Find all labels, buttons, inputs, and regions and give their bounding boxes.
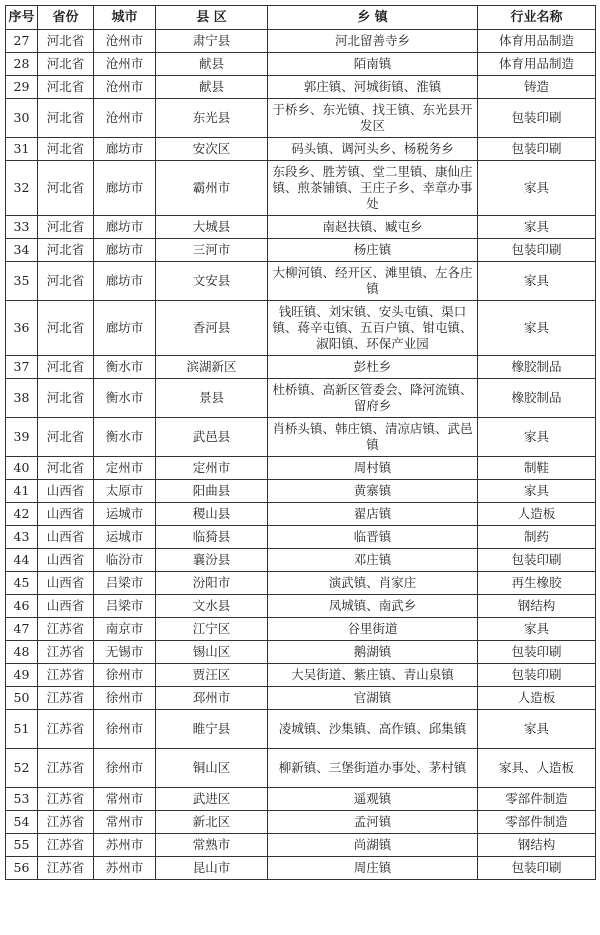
cell-city: 徐州市	[94, 664, 156, 687]
table-row	[6, 664, 596, 687]
cell-no: 38	[6, 379, 38, 418]
cell-town: 谷里街道	[268, 618, 478, 641]
cell-city: 衡水市	[94, 379, 156, 418]
cell-city: 南京市	[94, 618, 156, 641]
header-province: 省份	[38, 6, 94, 30]
cell-no: 34	[6, 239, 38, 262]
cell-town: 柳新镇、三堡街道办事处、茅村镇	[268, 749, 478, 788]
table-row	[6, 687, 596, 710]
cell-province: 山西省	[38, 503, 94, 526]
cell-city: 运城市	[94, 503, 156, 526]
cell-industry: 零部件制造	[478, 788, 596, 811]
cell-industry: 零部件制造	[478, 811, 596, 834]
cell-province: 河北省	[38, 239, 94, 262]
cell-town: 大吴街道、紫庄镇、青山泉镇	[268, 664, 478, 687]
cell-county: 献县	[156, 76, 268, 99]
cell-county: 景县	[156, 379, 268, 418]
header-county: 县 区	[156, 6, 268, 30]
cell-province: 江苏省	[38, 664, 94, 687]
table-row	[6, 480, 596, 503]
header-no: 序号	[6, 6, 38, 30]
cell-county: 香河县	[156, 301, 268, 356]
cell-industry: 包装印刷	[478, 239, 596, 262]
table-row	[6, 99, 596, 138]
cell-county: 睢宁县	[156, 710, 268, 749]
cell-city: 运城市	[94, 526, 156, 549]
table-row	[6, 216, 596, 239]
cell-city: 定州市	[94, 457, 156, 480]
cell-town: 于桥乡、东光镇、找王镇、东光县开发区	[268, 99, 478, 138]
table-row	[6, 710, 596, 749]
cell-city: 吕梁市	[94, 572, 156, 595]
cell-town: 凤城镇、南武乡	[268, 595, 478, 618]
cell-no: 54	[6, 811, 38, 834]
cell-county: 武邑县	[156, 418, 268, 457]
cell-county: 滨湖新区	[156, 356, 268, 379]
cell-industry: 家具	[478, 262, 596, 301]
table-row	[6, 811, 596, 834]
cell-province: 江苏省	[38, 834, 94, 857]
cell-town: 南赵扶镇、臧屯乡	[268, 216, 478, 239]
cell-town: 大柳河镇、经开区、滩里镇、左各庄镇	[268, 262, 478, 301]
cell-province: 河北省	[38, 53, 94, 76]
cell-province: 江苏省	[38, 749, 94, 788]
cell-town: 彭杜乡	[268, 356, 478, 379]
cell-town: 肖桥头镇、韩庄镇、清凉店镇、武邑镇	[268, 418, 478, 457]
cell-no: 50	[6, 687, 38, 710]
table-row	[6, 834, 596, 857]
cell-no: 52	[6, 749, 38, 788]
table-row	[6, 418, 596, 457]
cell-city: 廊坊市	[94, 138, 156, 161]
cell-industry: 人造板	[478, 503, 596, 526]
cell-town: 尚湖镇	[268, 834, 478, 857]
cell-no: 36	[6, 301, 38, 356]
cell-province: 河北省	[38, 356, 94, 379]
table-row	[6, 857, 596, 880]
cell-county: 肃宁县	[156, 30, 268, 53]
cell-town: 孟河镇	[268, 811, 478, 834]
cell-county: 贾汪区	[156, 664, 268, 687]
cell-city: 常州市	[94, 788, 156, 811]
table-row	[6, 503, 596, 526]
cell-county: 新北区	[156, 811, 268, 834]
cell-county: 霸州市	[156, 161, 268, 216]
cell-no: 56	[6, 857, 38, 880]
table-row	[6, 595, 596, 618]
cell-industry: 家具	[478, 480, 596, 503]
cell-no: 49	[6, 664, 38, 687]
cell-province: 河北省	[38, 418, 94, 457]
cell-city: 苏州市	[94, 857, 156, 880]
cell-city: 廊坊市	[94, 301, 156, 356]
table-row	[6, 239, 596, 262]
table-row	[6, 457, 596, 480]
cell-industry: 人造板	[478, 687, 596, 710]
cell-county: 武进区	[156, 788, 268, 811]
cell-no: 27	[6, 30, 38, 53]
cell-industry: 家具	[478, 418, 596, 457]
cell-province: 江苏省	[38, 687, 94, 710]
header-industry: 行业名称	[478, 6, 596, 30]
cell-town: 钱旺镇、刘宋镇、安头屯镇、渠口镇、蒋辛屯镇、五百户镇、钳屯镇、淑阳镇、环保产业园	[268, 301, 478, 356]
cell-county: 定州市	[156, 457, 268, 480]
cell-town: 凌城镇、沙集镇、高作镇、邱集镇	[268, 710, 478, 749]
table-header-row	[6, 6, 596, 30]
cell-city: 徐州市	[94, 749, 156, 788]
cell-industry: 家具	[478, 161, 596, 216]
cell-city: 沧州市	[94, 53, 156, 76]
cell-city: 徐州市	[94, 710, 156, 749]
cell-no: 46	[6, 595, 38, 618]
cell-province: 江苏省	[38, 710, 94, 749]
cell-county: 锡山区	[156, 641, 268, 664]
cell-no: 32	[6, 161, 38, 216]
cell-province: 江苏省	[38, 857, 94, 880]
cell-county: 稷山县	[156, 503, 268, 526]
cell-city: 沧州市	[94, 99, 156, 138]
table-row	[6, 356, 596, 379]
cell-no: 47	[6, 618, 38, 641]
table-row	[6, 161, 596, 216]
cell-town: 杨庄镇	[268, 239, 478, 262]
cell-province: 江苏省	[38, 788, 94, 811]
cell-industry: 钢结构	[478, 834, 596, 857]
cell-province: 河北省	[38, 138, 94, 161]
cell-city: 临汾市	[94, 549, 156, 572]
cell-province: 河北省	[38, 76, 94, 99]
table-row	[6, 526, 596, 549]
cell-industry: 家具	[478, 301, 596, 356]
cell-province: 山西省	[38, 549, 94, 572]
cell-city: 廊坊市	[94, 239, 156, 262]
table-row	[6, 76, 596, 99]
cell-province: 河北省	[38, 262, 94, 301]
cell-county: 常熟市	[156, 834, 268, 857]
cell-town: 翟店镇	[268, 503, 478, 526]
cell-province: 河北省	[38, 216, 94, 239]
cell-county: 安次区	[156, 138, 268, 161]
table-row	[6, 301, 596, 356]
cell-industry: 包装印刷	[478, 641, 596, 664]
cell-province: 山西省	[38, 526, 94, 549]
cell-county: 三河市	[156, 239, 268, 262]
table-row	[6, 549, 596, 572]
cell-city: 衡水市	[94, 356, 156, 379]
cell-no: 44	[6, 549, 38, 572]
cell-no: 40	[6, 457, 38, 480]
table-row	[6, 379, 596, 418]
cell-town: 周庄镇	[268, 857, 478, 880]
cell-city: 沧州市	[94, 76, 156, 99]
cell-no: 48	[6, 641, 38, 664]
cell-no: 41	[6, 480, 38, 503]
cell-city: 沧州市	[94, 30, 156, 53]
cell-industry: 橡胶制品	[478, 356, 596, 379]
cell-industry: 包装印刷	[478, 99, 596, 138]
cell-no: 45	[6, 572, 38, 595]
cell-city: 无锡市	[94, 641, 156, 664]
cell-town: 码头镇、调河头乡、杨税务乡	[268, 138, 478, 161]
cell-industry: 家具	[478, 618, 596, 641]
cell-province: 江苏省	[38, 811, 94, 834]
cell-no: 37	[6, 356, 38, 379]
cell-town: 演武镇、肖家庄	[268, 572, 478, 595]
header-town: 乡 镇	[268, 6, 478, 30]
cell-industry: 再生橡胶	[478, 572, 596, 595]
cell-province: 江苏省	[38, 641, 94, 664]
table-row	[6, 30, 596, 53]
cell-county: 江宁区	[156, 618, 268, 641]
cell-province: 河北省	[38, 161, 94, 216]
cell-county: 汾阳市	[156, 572, 268, 595]
industry-town-table	[5, 5, 596, 880]
cell-county: 大城县	[156, 216, 268, 239]
cell-industry: 家具、人造板	[478, 749, 596, 788]
cell-city: 廊坊市	[94, 262, 156, 301]
table-row	[6, 53, 596, 76]
cell-industry: 制药	[478, 526, 596, 549]
table-row	[6, 788, 596, 811]
cell-industry: 制鞋	[478, 457, 596, 480]
cell-county: 东光县	[156, 99, 268, 138]
cell-province: 河北省	[38, 301, 94, 356]
cell-town: 周村镇	[268, 457, 478, 480]
cell-county: 阳曲县	[156, 480, 268, 503]
table-row	[6, 262, 596, 301]
cell-county: 文安县	[156, 262, 268, 301]
cell-industry: 体育用品制造	[478, 30, 596, 53]
cell-town: 鹅湖镇	[268, 641, 478, 664]
table-row	[6, 749, 596, 788]
cell-province: 山西省	[38, 480, 94, 503]
cell-no: 31	[6, 138, 38, 161]
cell-county: 铜山区	[156, 749, 268, 788]
cell-no: 42	[6, 503, 38, 526]
cell-industry: 家具	[478, 216, 596, 239]
cell-town: 官湖镇	[268, 687, 478, 710]
cell-town: 邓庄镇	[268, 549, 478, 572]
cell-industry: 钢结构	[478, 595, 596, 618]
cell-no: 30	[6, 99, 38, 138]
cell-county: 临猗县	[156, 526, 268, 549]
table-row	[6, 618, 596, 641]
cell-county: 献县	[156, 53, 268, 76]
cell-city: 常州市	[94, 811, 156, 834]
cell-province: 河北省	[38, 30, 94, 53]
cell-town: 东段乡、胜芳镇、堂二里镇、康仙庄镇、煎茶铺镇、王庄子乡、幸章办事处	[268, 161, 478, 216]
cell-town: 郭庄镇、河城街镇、淮镇	[268, 76, 478, 99]
cell-no: 39	[6, 418, 38, 457]
cell-city: 吕梁市	[94, 595, 156, 618]
table-row	[6, 572, 596, 595]
cell-province: 江苏省	[38, 618, 94, 641]
header-city: 城市	[94, 6, 156, 30]
cell-industry: 包装印刷	[478, 664, 596, 687]
cell-city: 廊坊市	[94, 161, 156, 216]
cell-town: 遥观镇	[268, 788, 478, 811]
cell-county: 邳州市	[156, 687, 268, 710]
cell-town: 黄寨镇	[268, 480, 478, 503]
cell-city: 徐州市	[94, 687, 156, 710]
table-row	[6, 138, 596, 161]
cell-county: 襄汾县	[156, 549, 268, 572]
cell-industry: 体育用品制造	[478, 53, 596, 76]
cell-town: 临晋镇	[268, 526, 478, 549]
cell-no: 33	[6, 216, 38, 239]
cell-no: 35	[6, 262, 38, 301]
table-row	[6, 641, 596, 664]
cell-industry: 包装印刷	[478, 138, 596, 161]
cell-industry: 包装印刷	[478, 857, 596, 880]
cell-county: 昆山市	[156, 857, 268, 880]
cell-industry: 包装印刷	[478, 549, 596, 572]
cell-industry: 铸造	[478, 76, 596, 99]
cell-no: 53	[6, 788, 38, 811]
cell-province: 山西省	[38, 595, 94, 618]
cell-city: 廊坊市	[94, 216, 156, 239]
cell-province: 山西省	[38, 572, 94, 595]
cell-town: 陌南镇	[268, 53, 478, 76]
cell-province: 河北省	[38, 379, 94, 418]
cell-city: 苏州市	[94, 834, 156, 857]
cell-town: 河北留善寺乡	[268, 30, 478, 53]
industry-town-table-container	[5, 5, 595, 880]
cell-city: 衡水市	[94, 418, 156, 457]
cell-no: 43	[6, 526, 38, 549]
cell-industry: 橡胶制品	[478, 379, 596, 418]
cell-no: 55	[6, 834, 38, 857]
cell-county: 文水县	[156, 595, 268, 618]
cell-no: 28	[6, 53, 38, 76]
cell-no: 51	[6, 710, 38, 749]
cell-industry: 家具	[478, 710, 596, 749]
cell-city: 太原市	[94, 480, 156, 503]
cell-town: 杜桥镇、高新区管委会、降河流镇、留府乡	[268, 379, 478, 418]
cell-province: 河北省	[38, 457, 94, 480]
cell-no: 29	[6, 76, 38, 99]
cell-province: 河北省	[38, 99, 94, 138]
